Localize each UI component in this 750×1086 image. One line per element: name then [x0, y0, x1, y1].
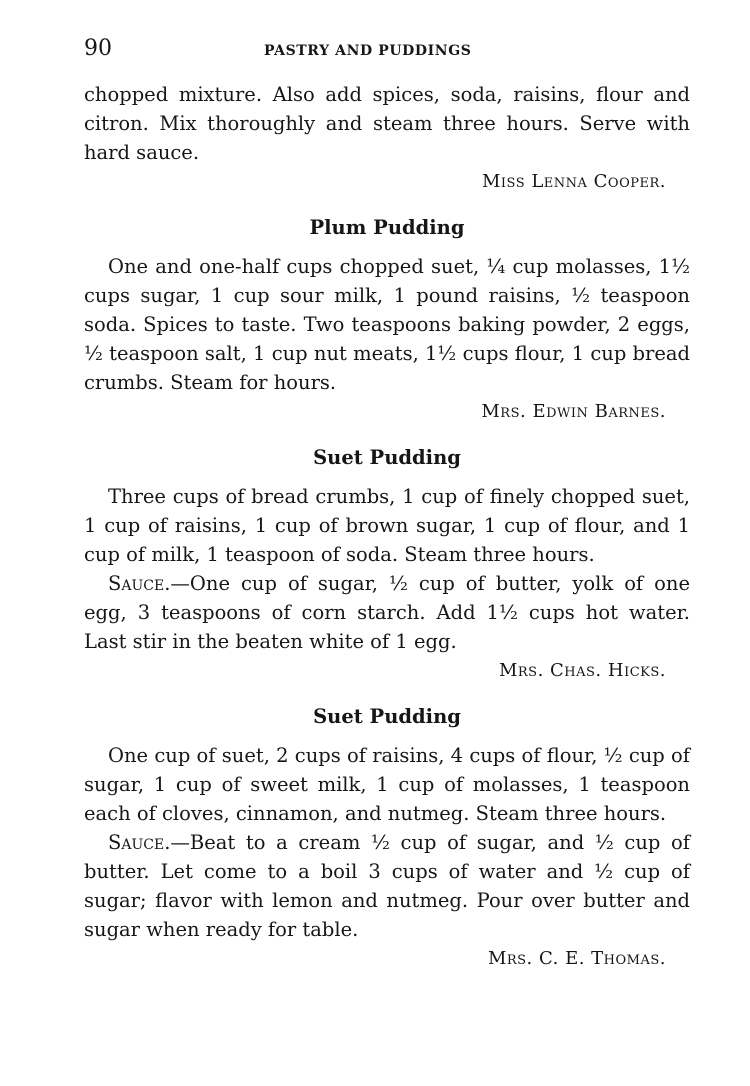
recipe-suet-pudding-2	[84, 703, 690, 973]
book-page	[84, 36, 690, 973]
recipe-credit: Mrs. C. E. Thomas.	[487, 948, 666, 969]
recipe-credit: Mrs. Edwin Barnes.	[481, 401, 666, 422]
recipe-credit: Mrs. Chas. Hicks.	[498, 660, 666, 681]
recipe-title: Suet Pudding	[313, 705, 461, 728]
recipe-plum-pudding	[84, 214, 690, 426]
sauce-paragraph	[84, 828, 690, 944]
sauce-label: Sauce.	[108, 572, 171, 595]
credit-cooper: Miss Lenna Cooper.	[481, 171, 666, 192]
sauce-text: —Beat to a cream ½ cup of sugar, and ½ cup of butter. Let come to a boil 3 cups of water and ½ cup of sugar; flavor with lemon and nutmeg. Pour over butter and sugar when ready for table.	[84, 831, 690, 941]
recipe-suet-pudding-1	[84, 444, 690, 685]
recipe-body: Three cups of bread crumbs, 1 cup of finely chopped suet, 1 cup of raisins, 1 cup of brown sugar, 1 cup of flour, and 1 cup of milk, 1 teaspoon of soda. Steam three hours.	[84, 485, 690, 566]
recipe-title: Suet Pudding	[313, 446, 461, 469]
recipe-body: One cup of suet, 2 cups of raisins, 4 cups of flour, ½ cup of sugar, 1 cup of sweet milk, 1 cup of molasses, 1 teaspoon each of cloves, cinnamon, and nutmeg. Steam three hours.	[84, 744, 690, 825]
recipe-body: One and one-half cups chopped suet, ¼ cup molasses, 1½ cups sugar, 1 cup sour milk, 1 pound raisins, ½ teaspoon soda. Spices to taste. Two teaspoons baking powder, 2 eggs, ½ teaspoon salt, 1 cup nut meats, 1½ cups flour, 1 cup bread crumbs. Steam for hours.	[84, 255, 690, 394]
running-head	[84, 36, 690, 70]
sauce-text: —One cup of sugar, ½ cup of butter, yolk of one egg, 3 teaspoons of corn starch. Add 1½ cups hot water. Last stir in the beaten white of 1 egg.	[84, 572, 690, 653]
sauce-label: Sauce.	[108, 831, 171, 854]
running-title: PASTRY AND PUDDINGS	[264, 43, 472, 59]
page-number: 90	[84, 36, 112, 61]
continuation-text: chopped mixture. Also add spices, soda, raisins, flour and citron. Mix thoroughly and steam three hours. Serve with hard sauce.	[84, 83, 690, 164]
sauce-paragraph	[84, 569, 690, 656]
recipe-title: Plum Pudding	[309, 216, 465, 239]
